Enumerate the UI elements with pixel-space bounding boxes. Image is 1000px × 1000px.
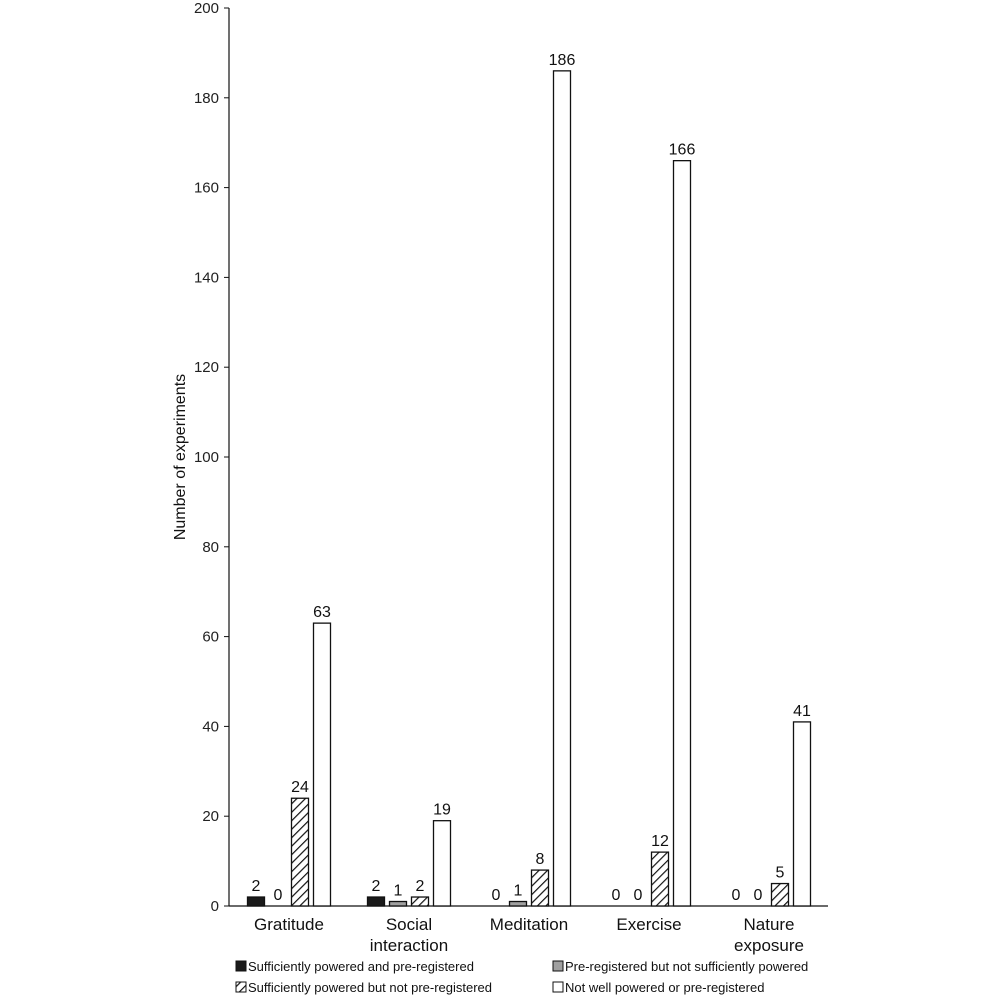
category-label: Social — [385, 915, 433, 934]
y-tick-label: 180 — [193, 89, 219, 107]
y-tick-label: 20 — [202, 808, 219, 826]
data-label: 12 — [651, 833, 669, 851]
legend — [236, 959, 808, 995]
data-label: 2 — [415, 878, 425, 896]
legend-label: Sufficiently powered and pre-registered — [248, 959, 474, 974]
bar — [248, 897, 265, 906]
data-label: 41 — [793, 702, 811, 720]
category-label: Exercise — [616, 915, 682, 934]
data-label: 166 — [668, 141, 696, 159]
bar — [412, 897, 429, 906]
data-label: 8 — [535, 851, 545, 869]
y-tick-label: 200 — [193, 0, 219, 17]
category-label: interaction — [369, 936, 449, 955]
category-label: Meditation — [489, 915, 569, 934]
legend-swatch — [553, 982, 563, 992]
bar — [794, 722, 811, 906]
y-tick-label: 60 — [202, 628, 219, 646]
data-label: 0 — [611, 887, 621, 904]
bar — [510, 902, 527, 906]
data-label: 63 — [313, 604, 331, 622]
y-tick-label: 0 — [210, 898, 219, 915]
bar — [368, 897, 385, 906]
data-label: 24 — [291, 779, 309, 797]
bar — [390, 902, 407, 906]
data-label: 2 — [371, 878, 381, 896]
y-tick-label: 160 — [193, 179, 219, 197]
bar — [554, 71, 571, 906]
category-label: Nature — [743, 915, 795, 934]
category-label: Gratitude — [254, 915, 324, 934]
bar — [314, 623, 331, 906]
bar — [292, 798, 309, 906]
data-label: 0 — [753, 887, 763, 904]
y-tick-label: 100 — [193, 449, 219, 466]
data-label: 1 — [393, 882, 403, 900]
legend-label: Pre-registered but not sufficiently powered — [565, 959, 809, 974]
data-label: 0 — [633, 887, 643, 904]
legend-swatch — [236, 982, 246, 992]
y-axis-title: Number of experiments — [172, 373, 189, 541]
plot-area — [194, 0, 828, 955]
data-label: 19 — [433, 801, 451, 819]
category-label: exposure — [734, 936, 804, 955]
data-label: 5 — [775, 864, 785, 882]
bar — [674, 161, 691, 906]
data-label: 1 — [513, 882, 523, 900]
data-label: 0 — [491, 887, 501, 904]
y-tick-label: 140 — [193, 269, 219, 287]
y-tick-label: 40 — [202, 718, 219, 736]
legend-label: Sufficiently powered but not pre-registered — [248, 980, 493, 995]
legend-label: Not well powered or pre-registered — [565, 980, 765, 995]
data-label: 2 — [251, 878, 261, 896]
data-label: 186 — [548, 51, 576, 69]
bar — [652, 852, 669, 906]
bar — [434, 821, 451, 906]
data-label: 0 — [273, 887, 283, 904]
bar — [532, 870, 549, 906]
y-tick-label: 120 — [193, 359, 219, 377]
legend-swatch — [553, 961, 563, 971]
legend-swatch — [236, 961, 246, 971]
y-tick-label: 80 — [202, 538, 219, 556]
bar — [772, 884, 789, 906]
data-label: 0 — [731, 887, 741, 904]
